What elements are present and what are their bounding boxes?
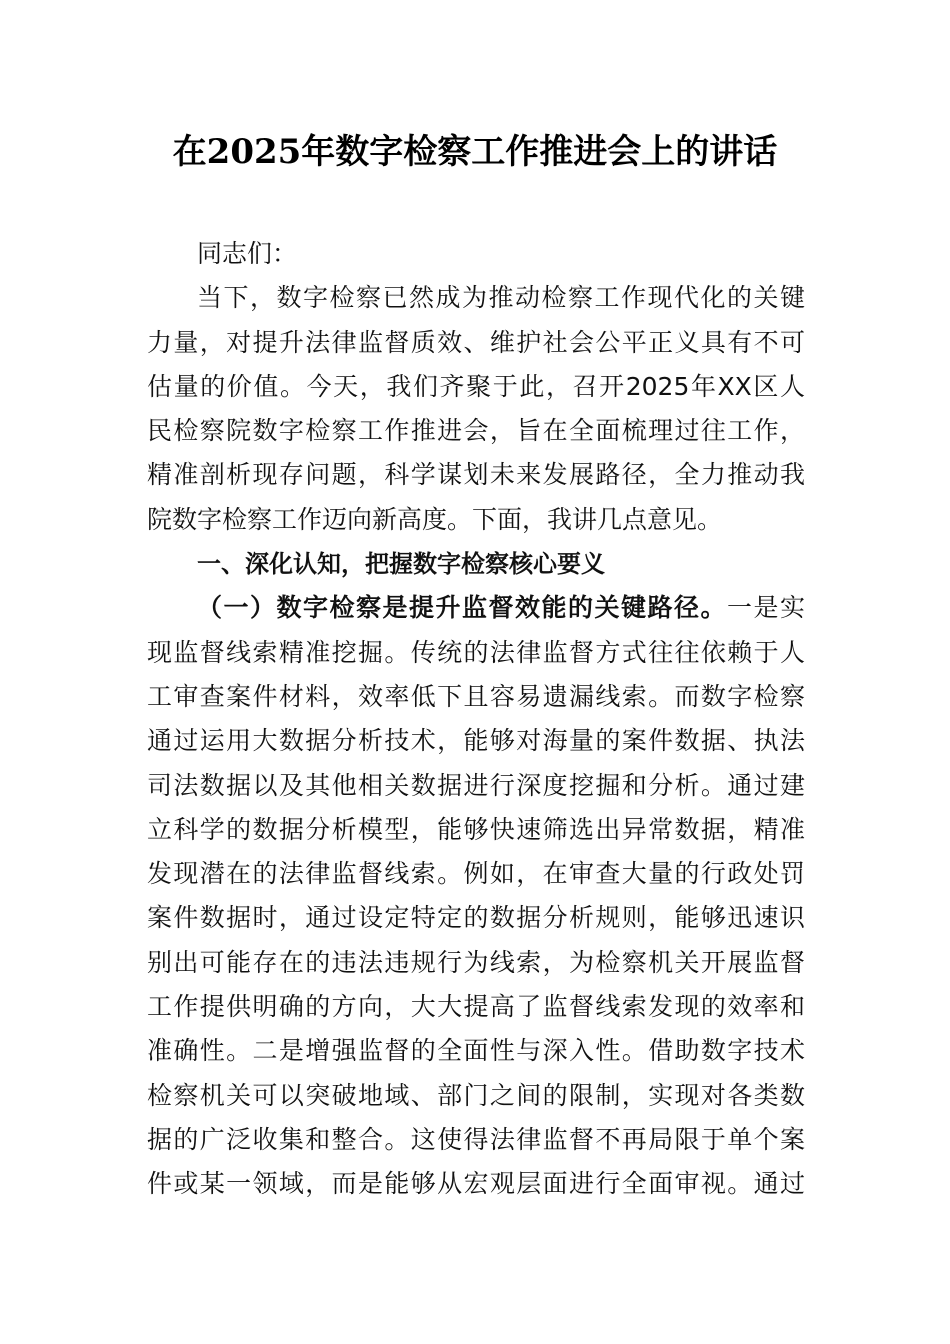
paragraph-line: 工作提供明确的方向，大大提高了监督线索发现的效率和 bbox=[147, 992, 805, 1022]
paragraph-line: 院数字检察工作迈向新高度。下面，我讲几点意见。 bbox=[147, 504, 723, 534]
paragraph-line: 力量，对提升法律监督质效、维护社会公平正义具有不可 bbox=[147, 327, 805, 357]
paragraph-line: 案件数据时，通过设定特定的数据分析规则，能够迅速识 bbox=[147, 903, 805, 933]
document-title: 在2025年数字检察工作推进会上的讲话 bbox=[172, 132, 778, 172]
subsection-title: （一）数字检察是提升监督效能的关键路径。 bbox=[197, 593, 727, 623]
paragraph-line: 民检察院数字检察工作推进会，旨在全面梳理过往工作， bbox=[147, 416, 805, 446]
paragraph-text: 一是实 bbox=[726, 593, 805, 623]
salutation: 同志们： bbox=[197, 239, 298, 268]
paragraph-line: 司法数据以及其他相关数据进行深度挖掘和分析。通过建 bbox=[147, 770, 805, 800]
paragraph-line: 估量的价值。今天，我们齐聚于此，召开2025年XX区人 bbox=[147, 371, 805, 401]
paragraph-line: 件或某一领域，而是能够从宏观层面进行全面审视。通过 bbox=[147, 1169, 805, 1199]
paragraph-line: 现监督线索精准挖掘。传统的法律监督方式往往依赖于人 bbox=[147, 637, 805, 667]
paragraph-line: 通过运用大数据分析技术，能够对海量的案件数据、执法 bbox=[147, 726, 805, 756]
paragraph-line: 精准剖析现存问题，科学谋划未来发展路径，全力推动我 bbox=[147, 460, 805, 490]
paragraph-line: 当下，数字检察已然成为推动检察工作现代化的关键 bbox=[197, 283, 805, 313]
paragraph-line: 据的广泛收集和整合。这使得法律监督不再局限于单个案 bbox=[147, 1124, 805, 1154]
section-heading: 一、深化认知，把握数字检察核心要义 bbox=[197, 550, 605, 579]
paragraph-line: 立科学的数据分析模型，能够快速筛选出异常数据，精准 bbox=[147, 814, 805, 844]
paragraph-line: 发现潜在的法律监督线索。例如，在审查大量的行政处罚 bbox=[147, 859, 805, 889]
paragraph-line: 别出可能存在的违法违规行为线索，为检察机关开展监督 bbox=[147, 947, 805, 977]
subsection-first-line bbox=[147, 586, 805, 630]
document-body bbox=[147, 232, 805, 1207]
paragraph-line: 工审查案件材料，效率低下且容易遗漏线索。而数字检察 bbox=[147, 681, 805, 711]
paragraph-line: 检察机关可以突破地域、部门之间的限制，实现对各类数 bbox=[147, 1080, 805, 1110]
paragraph-line: 准确性。二是增强监督的全面性与深入性。借助数字技术 bbox=[147, 1036, 805, 1066]
